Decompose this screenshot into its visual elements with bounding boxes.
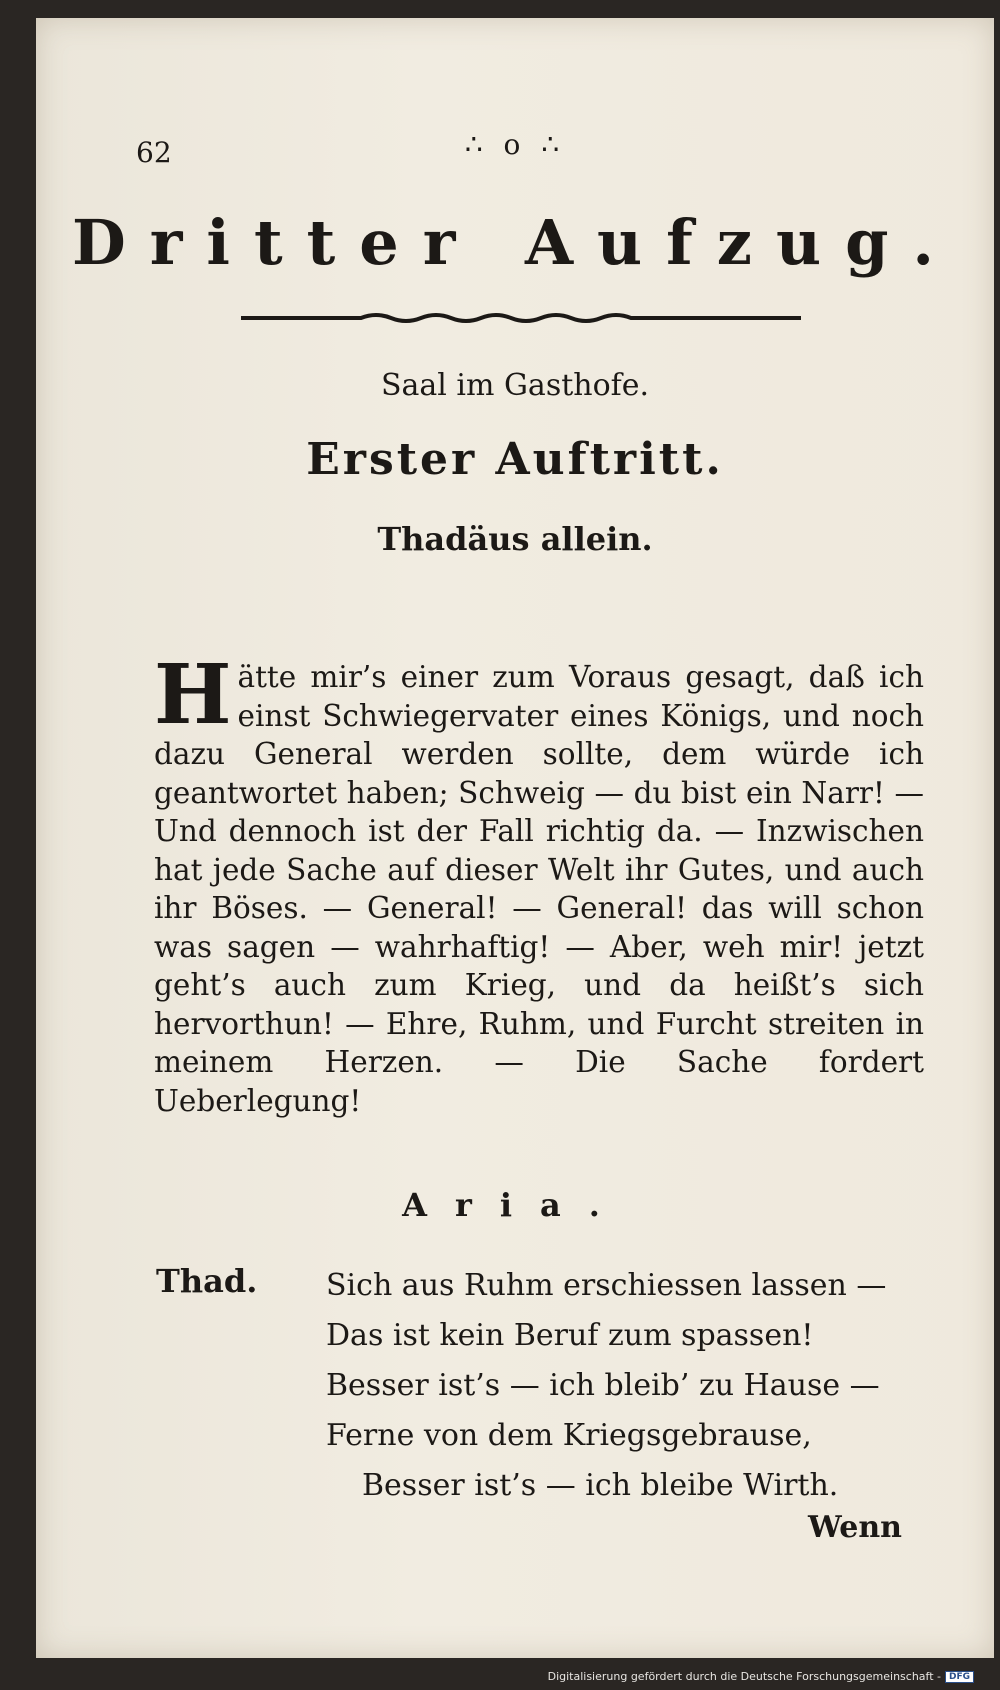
dfg-logo-icon: DFG: [945, 1671, 974, 1683]
page-number: 62: [136, 136, 172, 169]
verse-block: [326, 1261, 886, 1511]
verse-line: Sich aus Ruhm erschiessen lassen —: [326, 1268, 887, 1303]
drop-cap: H: [154, 647, 232, 743]
footer-credit: Digitalisierung gefördert durch die Deutsche Forschungsgemeinschaft -: [547, 1670, 941, 1683]
digitization-footer: [548, 1670, 974, 1683]
scene-heading: Erster Auftritt.: [306, 434, 724, 485]
verse-line: Das ist kein Beruf zum spassen!: [326, 1318, 814, 1353]
catchword: Wenn: [808, 1510, 902, 1545]
monologue-text: ätte mir’s einer zum Voraus gesagt, daß ich einst Schwiegervater eines Königs, und noch dazu General werden sollte, dem würde ich geantwortet haben; Schweig — du bist ein Narr! — Und dennoch ist der Fall richtig da. — Inzwischen hat jede Sache auf dieser Welt ihr Gutes, und auch ihr Böses. — General! — General! das will schon was sagen — wahrhaftig! — Aber, weh mir! jetzt geht’s auch zum Krieg, und da heißt’s sich hervorthun! — Ehre, Ruhm, und Furcht streiten in meinem Herzen. — Die Sache fordert Ueberlegung!: [154, 660, 924, 1118]
monologue-paragraph: [154, 647, 924, 1120]
verse-line: Ferne von dem Kriegsgebrause,: [326, 1418, 812, 1453]
speaker-label: Thad.: [156, 1262, 258, 1300]
decorative-rule: [241, 308, 801, 328]
verse-line: Besser ist’s — ich bleibe Wirth.: [362, 1468, 839, 1503]
verse-line: Besser ist’s — ich bleib’ zu Hause —: [326, 1368, 880, 1403]
book-page: [36, 18, 994, 1658]
aria-heading: Aria.: [402, 1186, 628, 1224]
scene-setting: Saal im Gasthofe.: [380, 368, 650, 403]
header-ornament: ∴ o ∴: [464, 128, 566, 161]
act-title: Dritter Aufzug.: [71, 206, 959, 279]
character-list: Thadäus allein.: [377, 520, 653, 558]
